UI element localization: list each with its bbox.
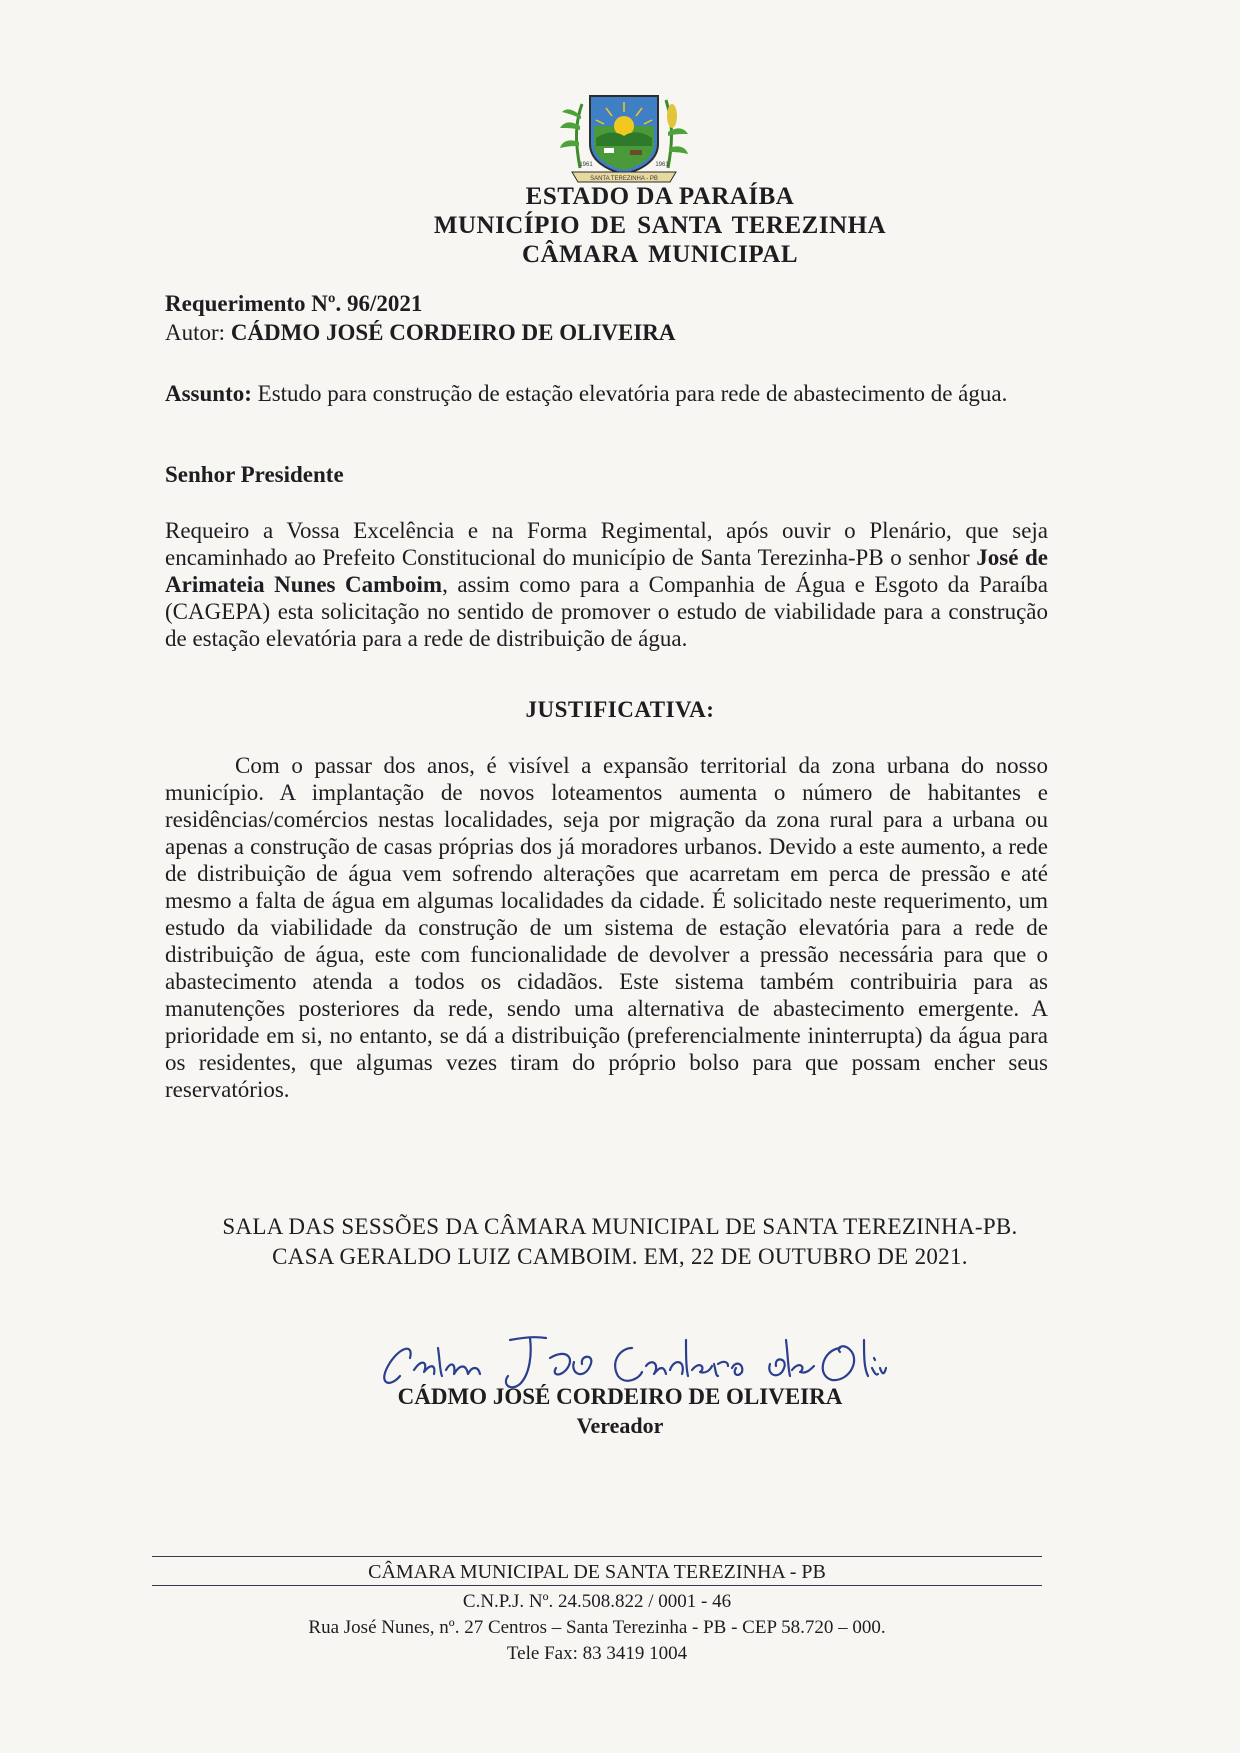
footer-rule-bottom (152, 1585, 1042, 1586)
assunto-label: Assunto: (165, 381, 252, 406)
justificativa-title: JUSTIFICATIVA: (525, 697, 715, 722)
closing-line-2: CASA GERALDO LUIZ CAMBOIM. EM, 22 DE OUTUBRO DE 2021. (272, 1244, 968, 1269)
crest-year-left: 1961 (579, 162, 593, 168)
footer-phone: Tele Fax: 83 3419 1004 (506, 1643, 688, 1664)
signatory-role: Vereador (576, 1413, 664, 1438)
author-name: CÁDMO JOSÉ CORDEIRO DE OLIVEIRA (230, 320, 676, 345)
municipal-coat-of-arms (552, 86, 696, 186)
request-paragraph (165, 517, 1048, 652)
request-person: José de Arimateia Nunes Camboim (165, 545, 1048, 597)
assunto-text: Estudo para construção de estação elevatória para rede de abastecimento de água. (257, 381, 1008, 406)
signatory-name: CÁDMO JOSÉ CORDEIRO DE OLIVEIRA (397, 1384, 843, 1409)
header-chamber: CÂMARA MUNICIPAL (521, 241, 799, 268)
author-label: Autor: (165, 320, 226, 345)
header-municipality: MUNICÍPIO DE SANTA TEREZINHA (433, 212, 887, 239)
footer-chamber: CÂMARA MUNICIPAL DE SANTA TEREZINHA - PB (368, 1561, 826, 1583)
footer-cnpj: C.N.P.J. Nº. 24.508.822 / 0001 - 46 (462, 1591, 732, 1612)
request-text-1: Requeiro a Vossa Excelência e na Forma Regimental, após ouvir o Plenário, que seja encaminhado ao Prefeito Constitucional do município de Santa Terezinha-PB o senhor (165, 518, 1048, 570)
requerimento-number: Requerimento Nº. 96/2021 (165, 291, 423, 316)
crest-year-right: 1961 (655, 162, 669, 168)
header-state: ESTADO DA PARAÍBA (525, 183, 795, 210)
request-text-2: , assim como para a Companhia de Água e Esgoto da Paraíba (CAGEPA) esta solicitação no sentido de promover o estudo de viabilidade para a construção de estação elevatória para a rede de distribuição de água. (165, 572, 1048, 651)
assunto-paragraph (165, 380, 1048, 407)
footer-address: Rua José Nunes, nº. 27 Centros – Santa Terezinha - PB - CEP 58.720 – 000. (308, 1617, 886, 1638)
closing-line-1: SALA DAS SESSÕES DA CÂMARA MUNICIPAL DE SANTA TEREZINHA-PB. (222, 1214, 1018, 1239)
crest-motto: SANTA TEREZINHA - PB (590, 176, 658, 182)
requerimento-author (165, 319, 1048, 346)
justificativa-paragraph: Com o passar dos anos, é visível a expansão territorial da zona urbana do nosso município. A implantação de novos loteamentos aumenta o número de habitantes e residências/comércios nestas localidades, seja por migração da zona rural para a urbana ou apenas a construção de casas próprias dos já moradores urbanos. Devido a este aumento, a rede de distribuição de água vem sofrendo alterações que acarretam em perca de pressão e até mesmo a falta de água em algumas localidades da cidade. É solicitado neste requerimento, um estudo da viabilidade da construção de um sistema de estação elevatória para a rede de distribuição de água, este com funcionalidade de devolver a pressão necessária para que o abastecimento atenda a todos os cidadãos. Este sistema também contribuiria para as manutenções posteriores da rede, sendo uma alternativa de abastecimento emergente. A prioridade em si, no entanto, se dá a distribuição (preferencialmente ininterrupta) da água para os residentes, que algumas vezes tiram do próprio bolso para que possam encher seus reservatórios. (165, 753, 1048, 1102)
footer-rule-top (152, 1556, 1042, 1557)
salutation: Senhor Presidente (165, 462, 344, 487)
